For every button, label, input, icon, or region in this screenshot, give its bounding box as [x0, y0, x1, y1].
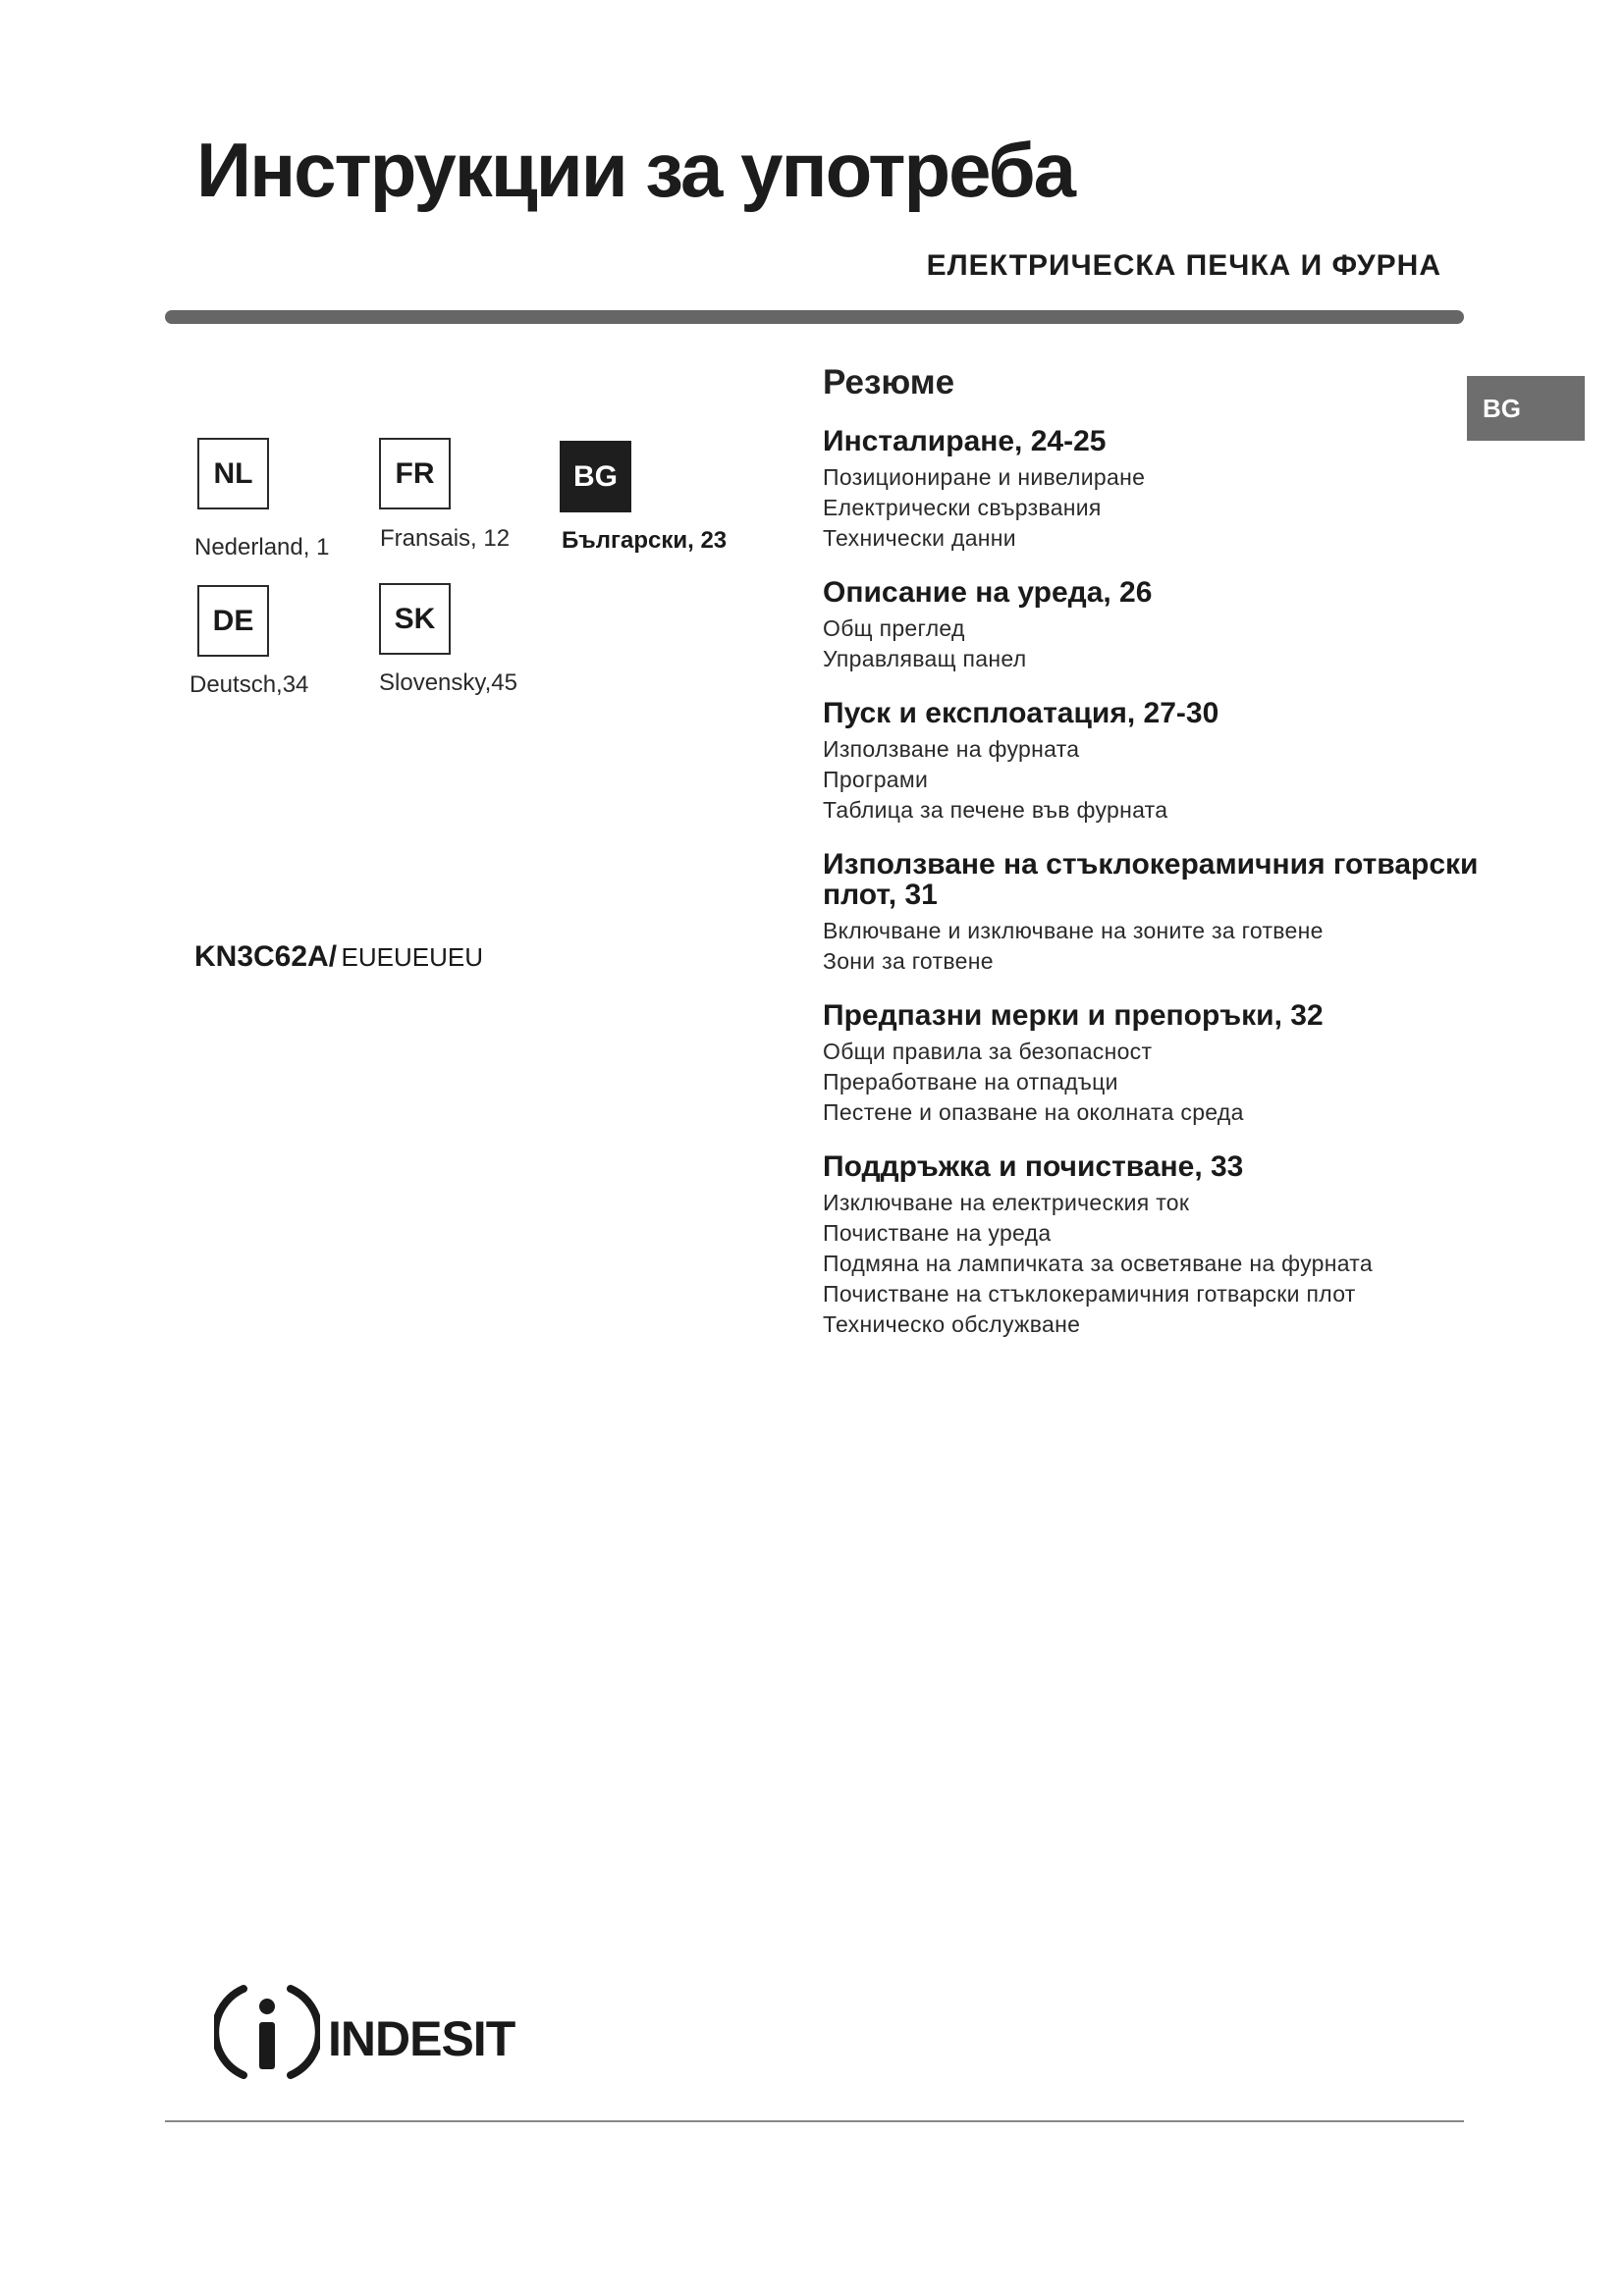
lang-box-nl[interactable] — [197, 438, 269, 509]
model-suffix: EUEUEUEU — [341, 942, 483, 972]
brand-wordmark: indesit — [328, 1993, 515, 2071]
model-number — [194, 940, 483, 974]
lang-label-bg[interactable]: Български, 23 — [562, 527, 728, 554]
toc-section-installation — [823, 426, 1510, 554]
toc-item[interactable]: Пестене и опазване на околната среда — [823, 1099, 1244, 1125]
toc-heading: Резюме — [823, 363, 955, 401]
toc-item[interactable]: Електрически свързвания — [823, 495, 1102, 520]
footer-divider — [165, 2120, 1464, 2122]
lang-label-nl[interactable]: Nederland, 1 — [194, 534, 330, 561]
lang-box-fr[interactable] — [379, 438, 451, 509]
toc-item[interactable]: Програми — [823, 767, 929, 792]
brand-logo — [214, 1979, 514, 2085]
toc-section-operation — [823, 698, 1510, 826]
toc-item[interactable]: Преработване на отпадъци — [823, 1069, 1118, 1095]
lang-code: BG — [573, 459, 618, 493]
lang-code: FR — [395, 456, 435, 490]
toc-section-title[interactable]: Предпазни мерки и препоръки, 32 — [823, 999, 1324, 1032]
toc-section-description — [823, 577, 1510, 674]
lang-box-bg[interactable] — [560, 441, 631, 512]
toc-item[interactable]: Управляващ панел — [823, 646, 1027, 671]
toc-section-maintenance — [823, 1151, 1510, 1340]
toc-section-hob — [823, 849, 1510, 977]
toc-item[interactable]: Зони за готвене — [823, 948, 994, 974]
product-subtitle: ЕЛЕКТРИЧЕСКА ПЕЧКА И ФУРНА — [926, 249, 1441, 282]
toc-item[interactable]: Общи правила за безопасност — [823, 1039, 1153, 1064]
toc-item[interactable]: Позициониране и нивелиране — [823, 464, 1146, 490]
lang-label-fr[interactable]: Fransais, 12 — [380, 525, 511, 552]
lang-label-de[interactable]: Deutsch,34 — [189, 671, 309, 698]
toc-item[interactable]: Включване и изключване на зоните за готвене — [823, 918, 1324, 943]
page-title: Инструкции за употреба — [196, 127, 1075, 213]
header-divider — [165, 310, 1464, 324]
indesit-i-logo-icon — [214, 1979, 320, 2085]
toc-section-title[interactable]: Описание на уреда, 26 — [823, 576, 1153, 609]
lang-code: SK — [394, 602, 436, 635]
table-of-contents — [823, 363, 1510, 1363]
lang-box-sk[interactable] — [379, 583, 451, 655]
toc-item[interactable]: Използване на фурната — [823, 736, 1080, 762]
toc-section-title[interactable]: Поддръжка и почистване, 33 — [823, 1150, 1244, 1183]
toc-item[interactable]: Почистване на уреда — [823, 1220, 1052, 1246]
language-side-tab-label: BG — [1483, 393, 1521, 423]
lang-box-de[interactable] — [197, 585, 269, 657]
toc-section-title[interactable]: Използване на стъклокерамичния готварски плот, 31 — [823, 848, 1479, 911]
toc-item[interactable]: Техническо обслужване — [823, 1311, 1081, 1337]
toc-item[interactable]: Подмяна на лампичката за осветяване на фурната — [823, 1251, 1373, 1276]
toc-section-title[interactable]: Пуск и експлоатация, 27-30 — [823, 697, 1219, 729]
model-code: KN3C62A/ — [194, 940, 338, 973]
toc-item[interactable]: Таблица за печене във фурната — [823, 797, 1168, 823]
lang-label-sk[interactable]: Slovensky,45 — [379, 669, 517, 696]
toc-section-safety — [823, 1000, 1510, 1128]
toc-item[interactable]: Изключване на електрическия ток — [823, 1190, 1190, 1215]
lang-code: NL — [213, 456, 253, 490]
lang-code: DE — [212, 604, 254, 637]
toc-section-title[interactable]: Инсталиране, 24-25 — [823, 425, 1107, 457]
toc-item[interactable]: Почистване на стъклокерамичния готварски плот — [823, 1281, 1356, 1307]
toc-item[interactable]: Технически данни — [823, 525, 1016, 551]
toc-item[interactable]: Общ преглед — [823, 615, 965, 641]
